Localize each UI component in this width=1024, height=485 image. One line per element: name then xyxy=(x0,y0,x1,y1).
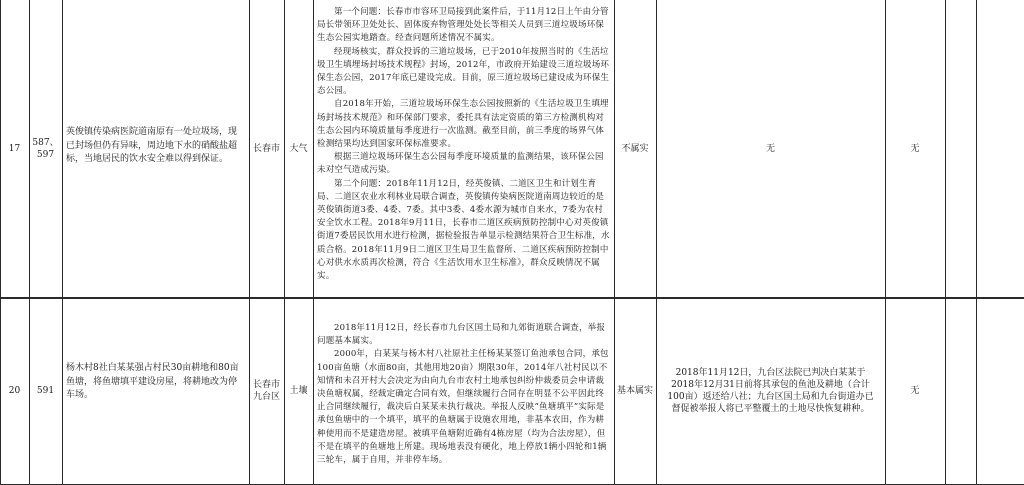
pollution-type: 大气 xyxy=(289,143,308,154)
complaint-description: 英俊镇传染病医院道南原有一处垃圾场，现已封场但仍有异味，周边地下水的硝酸盐超标，当地居民的饮水安全难以得到保证。 xyxy=(66,127,238,164)
finding-paragraph: 经现场核实，群众投诉的三道垃圾场，已于2010年按照当时的《生活垃圾卫生填埋场封场技术规程》封场，2012年，市政府开始建设三道垃圾场环保生态公园，2017年底已建设完成。目前，原三道垃圾场已建设成为环保生态公园。 xyxy=(317,46,610,97)
finding-paragraph: 2018年11月12日，经长春市九台区国土局和九郊街道联合调查，举报问题基本属实。 xyxy=(317,323,606,347)
handling-result: 2018年11月12日，九台区法院已判决白某某于2018年12月31日前将其承包的鱼池及耕地（合计100亩）返还给八社；九台区国土局和九台街道办已督促被举报人将已平整覆土的土地尽快恢复耕种。 xyxy=(667,368,874,414)
row-index: 20 xyxy=(8,386,21,396)
city: 长春市 xyxy=(252,143,280,154)
complaint-description: 杨木村8社白某某强占村民30亩耕地和80亩鱼塘，将鱼塘填平建设房屋，将耕地改为停车场。 xyxy=(66,363,239,400)
grid-line xyxy=(313,0,314,485)
investigation-findings xyxy=(317,322,611,467)
finding-paragraph: 2000年，白某某与杨木村八社原社主任杨某某签订鱼池承包合同，承包100亩鱼塘（水面80亩，其他用地20亩）期限30年，2014年八社村民以不知情和未召开村大会决定为由向九台市农村土地承包纠纷仲裁委员会申请裁决鱼塘权属，经裁定确定合同有效，但继续履行合同存在明显不公平因此终止合同继续履行，裁决后白某某未执行裁决。举报人反映“鱼塘填平”实际是承包鱼塘中的一个填平，填平的鱼塘属于设施农用地，非基本农田，作为耕种使用而不是建造房屋。被填平鱼塘附近确有4栋房屋（均为合法房屋），但不是在填平的鱼塘地上所建。现场地表没有硬化，地上停放1辆小四轮和1辆三轮车，属于自用，并非停车场。 xyxy=(317,349,609,466)
handling-result: 无 xyxy=(765,143,775,154)
city: 长春市九台区 xyxy=(252,380,280,402)
row-index: 17 xyxy=(8,143,21,154)
verdict: 不属实 xyxy=(621,143,649,154)
finding-paragraph: 自2018年开始，三道垃圾场环保生态公园按照新的《生活垃圾卫生填埋场封场技术规范》和环保部门要求，委托具有法定资质的第三方检测机构对生态公园内环境质量每季度进行一次监测。截至目前，前三季度的场界气体检测结果均达到国家环保标准要求。 xyxy=(317,99,609,150)
case-ids: 591 xyxy=(36,386,55,396)
case-ids: 587、597 xyxy=(32,137,59,160)
finding-paragraph: 第二个问题：2018年11月12日，经英俊镇、二道区卫生和计划生育局、二道区农业水利林业局联合调查，英俊镇传染病医院道南周边较近的是英俊镇街道3委、4委、7委。其中3委、4委水源为城市自来水，7委为农村安全饮水工程。2018年9月11日，长春市二道区疾病预防控制中心对英俊镇街道7委居民饮用水进行检测，据检验报告单显示检测结果符合卫生标准，水质合格。2018年11月9日二道区卫生局卫生监督所、二道区疾病预防控制中心对供水水质再次检测，符合《生活饮用水卫生标准》，群众反映情况不属实。 xyxy=(317,178,610,282)
verdict: 基本属实 xyxy=(616,386,653,396)
accountability: 无 xyxy=(910,386,920,396)
accountability: 无 xyxy=(910,143,920,154)
pollution-type: 土壤 xyxy=(289,386,308,396)
investigation-findings xyxy=(317,6,611,283)
grid-line xyxy=(976,0,977,485)
finding-paragraph: 第一个问题：长春市市容环卫局接到此案件后，于11月12日上午由分管局长带领环卫处处长、固体废弃物管理处处长等相关人员到三道垃圾场环保生态公园实地踏查。经查问题所述情况不属实。 xyxy=(317,7,609,44)
grid-line xyxy=(945,0,946,485)
grid-line xyxy=(62,0,63,485)
finding-paragraph: 根据三道垃圾场环保生态公园每季度环境质量的监测结果，该环保公园未对空气造成污染。 xyxy=(317,152,604,176)
